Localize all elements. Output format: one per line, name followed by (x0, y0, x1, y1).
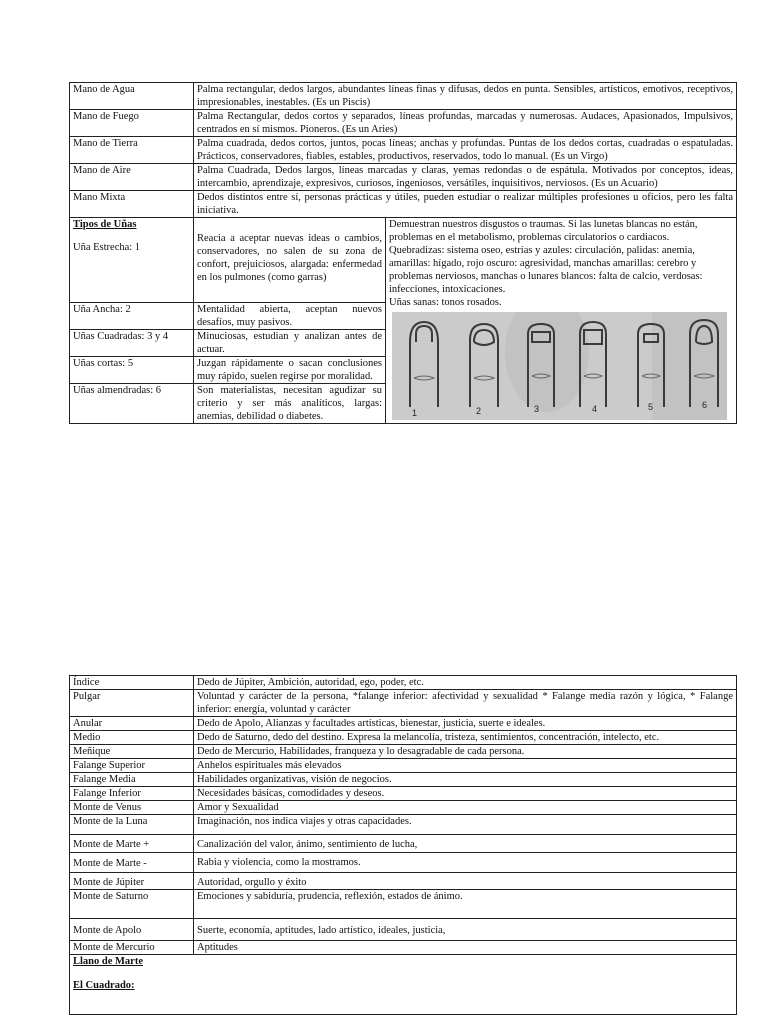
palm-desc: Dedo de Júpiter, Ambición, autoridad, ego, poder, etc. (194, 676, 737, 690)
nail-type-desc: Mentalidad abierta, aceptan nuevos desafíos, muy pasivos. (194, 303, 386, 330)
palm-term: Monte de Marte - (70, 853, 194, 873)
table-row (70, 137, 737, 164)
palm-desc: Anhelos espirituales más elevados (194, 759, 737, 773)
hand-type-desc: Dedos distintos entre sí, personas prácticas y útiles, pueden estudiar o realizar múltiples profesiones u oficios, pero les falta iniciativa. (194, 191, 737, 218)
palm-term: Índice (70, 676, 194, 690)
hand-type-name: Mano de Fuego (70, 110, 194, 137)
palm-term: Falange Superior (70, 759, 194, 773)
palm-term: Anular (70, 717, 194, 731)
table-row (70, 690, 737, 717)
table-row (70, 955, 737, 1015)
table-row (70, 745, 737, 759)
table-row (70, 941, 737, 955)
hand-type-name: Mano de Agua (70, 83, 194, 110)
palm-desc: Rabia y violencia, como la mostramos. (194, 853, 737, 873)
palm-desc: Habilidades organizativas, visión de negocios. (194, 773, 737, 787)
palm-desc: Suerte, economía, aptitudes, lado artístico, ideales, justicia, (194, 919, 737, 941)
hand-type-desc: Palma Rectangular, dedos cortos y separados, líneas profundas, marcadas y numerosas. Audaces, Apasionados, Impulsivos, centrados en sí mismos. Pioneros. (Es un Aries) (194, 110, 737, 137)
palm-term: Meñique (70, 745, 194, 759)
nail-label: 6 (702, 400, 708, 410)
nail-label: 2 (476, 406, 482, 416)
table-row (70, 164, 737, 191)
hand-type-name: Mano Mixta (70, 191, 194, 218)
table-row (70, 873, 737, 890)
palm-desc: Dedo de Apolo, Alianzas y facultades artísticas, bienestar, justicia, suerte e ideales. (194, 717, 737, 731)
nail-label: 3 (534, 404, 540, 414)
table-row (70, 717, 737, 731)
palm-desc: Voluntad y carácter de la persona, *falange inferior: afectividad y sexualidad * Falange media razón y lógica, * Falange inferior: energía, voluntad y carácter (194, 690, 737, 717)
nail-type-name: Uñas Cuadradas: 3 y 4 (70, 330, 194, 357)
palm-term: Monte de Venus (70, 801, 194, 815)
nail-type-desc: Minuciosas, estudian y analizan antes de actuar. (194, 330, 386, 357)
palm-term: Monte de Apolo (70, 919, 194, 941)
hand-type-desc: Palma rectangular, dedos largos, abundantes líneas finas y difusas, dedos en punta. Sensibles, artísticos, emotivos, receptivos, impresionables, inestables. (Es un Piscis) (194, 83, 737, 110)
palm-desc: Autoridad, orgullo y éxito (194, 873, 737, 890)
hand-type-name: Mano de Aire (70, 164, 194, 191)
nail-type-desc: Juzgan rápidamente o sacan conclusiones muy rápido, suelen regirse por moralidad. (194, 357, 386, 384)
table-row (70, 83, 737, 110)
palm-term: Monte de Saturno (70, 890, 194, 919)
nail-type-name: Uña Ancha: 2 (70, 303, 194, 330)
table-row (70, 110, 737, 137)
table-row (70, 218, 737, 303)
llano-heading: Llano de Marte (73, 956, 143, 967)
palm-term: Monte de la Luna (70, 815, 194, 835)
cuadrado-heading: El Cuadrado: (73, 980, 135, 991)
palm-desc: Dedo de Saturno, dedo del destino. Expresa la melancolía, tristeza, sentimientos, concentración, intelecto, etc. (194, 731, 737, 745)
nail-type-cell (70, 218, 194, 303)
nail-label: 5 (648, 402, 654, 412)
nail-type-name: Uñas cortas: 5 (70, 357, 194, 384)
palm-desc: Aptitudes (194, 941, 737, 955)
nail-type-name: Uñas almendradas: 6 (70, 384, 194, 424)
nail-type-desc: Son materialistas, necesitan agudizar su criterio y ser más analíticos, largas: anemias, debilidad o diabetes. (194, 384, 386, 424)
palm-desc: Dedo de Mercurio, Habilidades, franqueza y lo desagradable de cada persona. (194, 745, 737, 759)
table-row (70, 815, 737, 835)
hand-type-desc: Palma cuadrada, dedos cortos, juntos, pocas líneas; anchas y profundas. Puntas de los dedos cortas, cuadradas o espatuladas. Prácticos, conservadores, fiables, estables, productivos, reservados, todo lo manual. (Es un Virgo) (194, 137, 737, 164)
table-row (70, 731, 737, 745)
table-row (70, 801, 737, 815)
palm-desc: Amor y Sexualidad (194, 801, 737, 815)
palm-desc: Imaginación, nos indica viajes y otras capacidades. (194, 815, 737, 835)
palm-term: Monte de Marte + (70, 835, 194, 853)
hand-type-desc: Palma Cuadrada, Dedos largos, líneas marcadas y claras, yemas redondas o de espátula. Motivados por conceptos, ideas, intercambio, aprendizaje, expresivos, curiosos, ingeniosos, versátiles, inquisitivos, nerviosos. (Es un Acuario) (194, 164, 737, 191)
table-row (70, 759, 737, 773)
palm-table (69, 675, 737, 1015)
nail-type-desc: Reacia a aceptar nuevas ideas o cambios, conservadores, no salen de su zona de confort, prejuiciosos, alargada: enfermedad en los pulmones (como garras) (194, 218, 386, 303)
hand-type-name: Mano de Tierra (70, 137, 194, 164)
table-row (70, 191, 737, 218)
nails-notes-cell (386, 218, 737, 424)
bottom-cell (70, 955, 737, 1015)
nail-label: 1 (412, 408, 418, 418)
palm-desc: Canalización del valor, ánimo, sentimiento de lucha, (194, 835, 737, 853)
hand-types-table (69, 82, 737, 424)
nail-shapes-image (392, 312, 727, 420)
palm-term: Monte de Mercurio (70, 941, 194, 955)
palm-term: Pulgar (70, 690, 194, 717)
table-row (70, 853, 737, 873)
nail-label: 4 (592, 404, 598, 414)
palm-desc: Necesidades básicas, comodidades y deseos. (194, 787, 737, 801)
palm-term: Monte de Júpiter (70, 873, 194, 890)
palm-term: Medio (70, 731, 194, 745)
palm-desc: Emociones y sabiduría, prudencia, reflexión, estados de ánimo. (194, 890, 737, 919)
nails-heading: Tipos de Uñas (73, 219, 137, 230)
nails-notes: Demuestran nuestros disgustos o traumas. Si las lunetas blancas no están, problemas en el metabolismo, problemas circulatorios o cardiacos. Quebradizas: sistema oseo, estrías y azules: circulación, palidas: anemia, amarillas: hígado, rojo oscuro: agresividad, manchas amarillas: cerebro y problemas nerviosos, manchas o lunares blancos: falta de calcio, verdosas: infecciones, intoxicaciones. Uñas sanas: tonos rosados. (389, 219, 703, 308)
palm-term: Falange Inferior (70, 787, 194, 801)
table-row (70, 919, 737, 941)
table-row (70, 835, 737, 853)
table-row (70, 890, 737, 919)
palm-term: Falange Media (70, 773, 194, 787)
nail-type-name: Uña Estrecha: 1 (73, 242, 141, 253)
table-row (70, 787, 737, 801)
table-row (70, 773, 737, 787)
table-row (70, 676, 737, 690)
